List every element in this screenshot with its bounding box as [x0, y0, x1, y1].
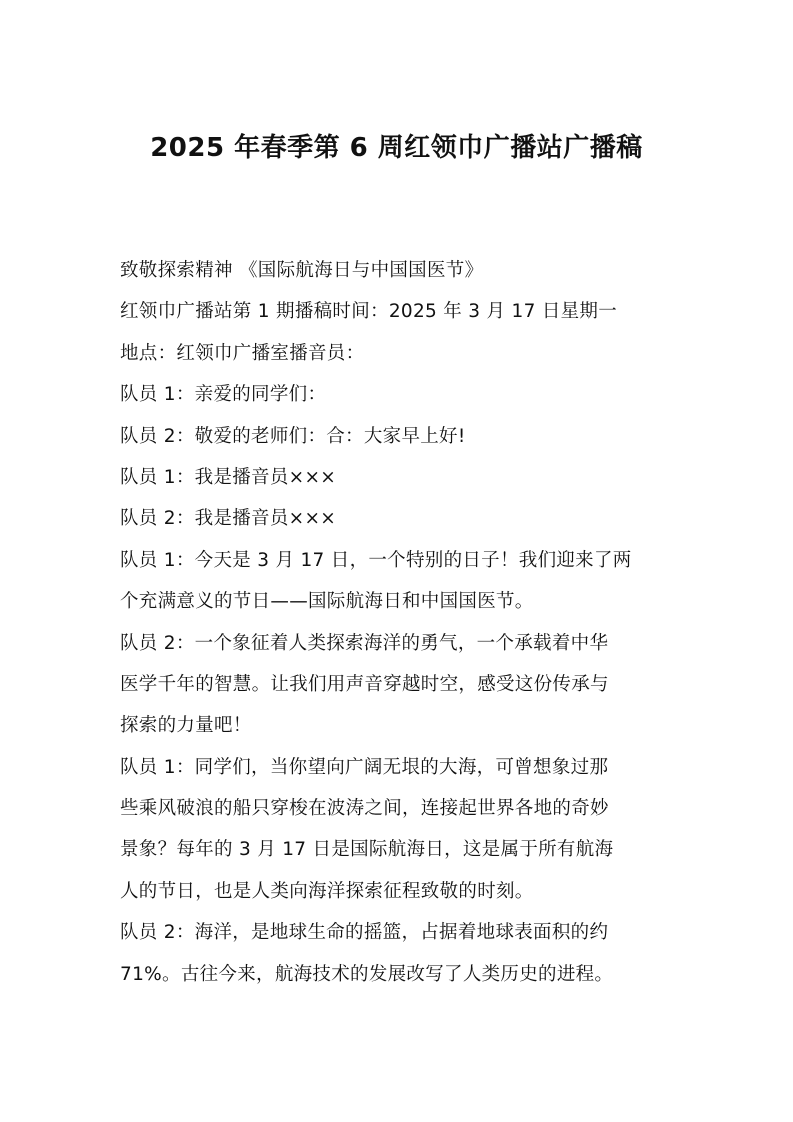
subtitle-line: 致敬探索精神 《国际航海日与中国国医节》: [120, 260, 484, 281]
document-body: [120, 250, 680, 995]
script-line: 队员 2：一个象征着人类探索海洋的勇气，一个承载着中华: [120, 632, 609, 654]
script-line: 队员 1：我是播音员×××: [120, 466, 337, 488]
script-line: 个充满意义的节日——国际航海日和中国国医节。: [120, 591, 534, 613]
script-line: 医学千年的智慧。让我们用声音穿越时空，感受这份传承与: [120, 673, 609, 695]
script-line: 队员 1：同学们，当你望向广阔无垠的大海，可曾想象过那: [120, 756, 609, 778]
broadcast-time-line: 红领巾广播站第 1 期播稿时间：2025 年 3 月 17 日星期一: [120, 301, 618, 323]
script-line: 探索的力量吧！: [120, 715, 252, 737]
script-line: 队员 2：敬爱的老师们：合：大家早上好!: [120, 425, 466, 447]
script-line: 队员 1：今天是 3 月 17 日，一个特别的日子！我们迎来了两: [120, 549, 632, 571]
script-line: 队员 2：我是播音员×××: [120, 508, 337, 530]
location-line: 地点：红领巾广播室播音员：: [120, 342, 365, 364]
script-line: 队员 1：亲爱的同学们：: [120, 384, 327, 406]
script-line: 71%。古往今来，航海技术的发展改写了人类历史的进程。: [120, 963, 614, 985]
script-line: 景象？每年的 3 月 17 日是国际航海日，这是属于所有航海: [120, 839, 614, 861]
document-title: 2025 年春季第 6 周红领巾广播站广播稿: [150, 133, 643, 163]
script-line: 队员 2：海洋，是地球生命的摇篮，占据着地球表面积的约: [120, 922, 609, 944]
script-line: 些乘风破浪的船只穿梭在波涛之间，连接起世界各地的奇妙: [120, 798, 609, 820]
script-line: 人的节日，也是人类向海洋探索征程致敬的时刻。: [120, 880, 534, 902]
